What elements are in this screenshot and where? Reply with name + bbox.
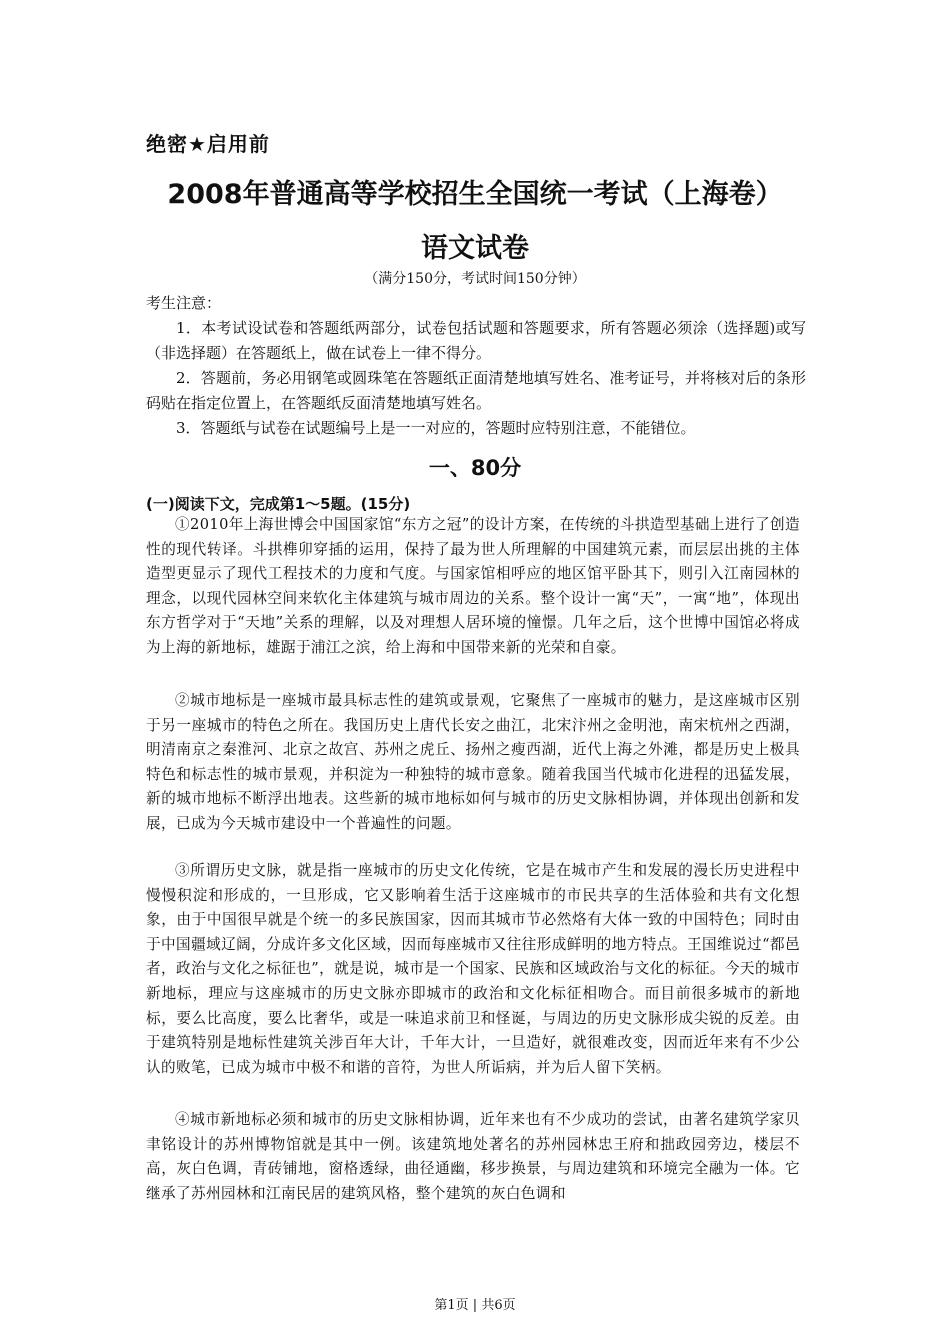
- reading-paragraph: ②城市地标是一座城市最具标志性的建筑或景观，它聚焦了一座城市的魅力，是这座城市区别于另一座城市的特色之所在。我国历史上唐代长安之曲江，北宋汴州之金明池，南宋杭州之西湖，明清南京之秦淮河、北京之故宫、苏州之虎丘、扬州之瘦西湖，近代上海之外滩，都是历史上极具特色和标志性的城市景观，并积淀为一种独特的城市意象。随着我国当代城市化进程的迅猛发展，新的城市地标不断浮出地表。这些新的城市地标如何与城市的历史文脉相协调，并体现出创新和发展，已成为今天城市建设中一个普遍性的问题。: [146, 692, 800, 832]
- reading-paragraph: ④城市新地标必须和城市的历史文脉相协调，近年来也有不少成功的尝试，由著名建筑学家贝聿铭设计的苏州博物馆就是其中一例。该建筑地处著名的苏州园林忠王府和拙政园旁边，楼层不高，灰白色调，青砖铺地，窗格透绿，曲径通幽，移步换景，与周边建筑和环境完全融为一体。它继承了苏州园林和江南民居的建筑风格，整个建筑的灰白色调和: [146, 1111, 800, 1202]
- notice-item: 2．答题前，务必用钢笔或圆珠笔在答题纸正面清楚地填写姓名、准考证号，并将核对后的条形码贴在指定位置上，在答题纸反面清楚地填写姓名。: [146, 369, 806, 412]
- reading-paragraph: ③所谓历史文脉，就是指一座城市的历史文化传统，它是在城市产生和发展的漫长历史进程中慢慢积淀和形成的，一旦形成，它又影响着生活于这座城市的市民共享的生活体验和共有文化想象，由于中国很早就是个统一的多民族国家，因而其城市节必然烙有大体一致的中国特色；同时由于中国疆域辽阔，分成许多文化区域，因而每座城市又往往形成鲜明的地方特点。王国维说过“都邑者，政治与文化之标征也”，就是说，城市是一个国家、民族和区域政治与文化的标征。今天的城市新地标，理应与这座城市的历史文脉亦即城市的政治和文化标征相吻合。而目前很多城市的新地标，要么比高度，要么比奢华，或是一味追求前卫和怪诞，与周边的历史文脉形成尖锐的反差。由于建筑特别是地标性建筑关涉百年大计，千年大计，一旦造好，就很难改变，因而近年来有不少公认的败笔，已成为城市中极不和谐的音符，为世人所诟病，并为后人留下笑柄。: [146, 862, 800, 1076]
- confidential-label: 绝密★启用前: [146, 132, 270, 156]
- notice-item: 3．答题纸与试卷在试题编号上是一一对应的，答题时应特别注意，不能错位。: [176, 419, 696, 437]
- section-heading: 一、80分: [428, 456, 522, 480]
- page-number: 第1页 | 共6页: [434, 1298, 516, 1313]
- question-instruction: (一)阅读下文，完成第1～5题。(15分): [146, 495, 411, 513]
- exam-title: 2008年普通高等学校招生全国统一考试（上海卷）: [167, 179, 783, 210]
- exam-subtitle: 语文试卷: [421, 233, 529, 264]
- notice-heading: 考生注意：: [146, 294, 222, 312]
- notice-item: 1．本考试设试卷和答题纸两部分，试卷包括试题和答题要求，所有答题必须涂（选择题)或写（非选择题）在答题纸上，做在试卷上一律不得分。: [146, 319, 806, 362]
- reading-paragraph: ①2010年上海世博会中国国家馆“东方之冠”的设计方案，在传统的斗拱造型基础上进行了创造性的现代转译。斗拱榫卯穿插的运用，保持了最为世人所理解的中国建筑元素，而层层出挑的主体造型更显示了现代工程技术的力度和气度。与国家馆相呼应的地区馆平卧其下，则引入江南园林的理念，以现代园林空间来软化主体建筑与城市周边的关系。整个设计一寓“天”，一寓“地”，体现出东方哲学对于“天地”关系的理解，以及对理想人居环境的憧憬。几年之后，这个世博中国馆必将成为上海的新地标，雄踞于浦江之滨，给上海和中国带来新的光荣和自豪。: [146, 516, 800, 656]
- score-note: （满分150分，考试时间150分钟）: [364, 271, 586, 287]
